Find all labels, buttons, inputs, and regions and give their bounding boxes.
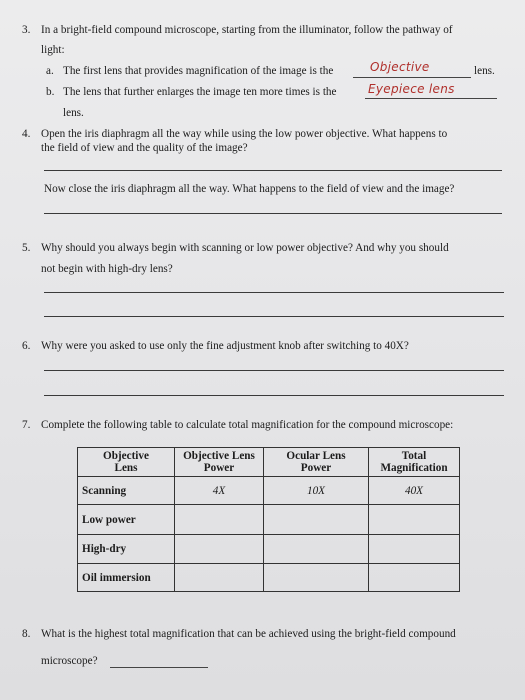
q5-answer-line-2 (44, 316, 504, 317)
table-cell-total[interactable] (369, 505, 460, 535)
table-cell-total[interactable] (369, 535, 460, 564)
table-header-ocular-power: Ocular Lens Power (264, 448, 369, 477)
q3-number: 3. (22, 24, 31, 36)
magnification-table (77, 447, 460, 592)
q6-answer-line-1 (44, 370, 504, 371)
table-cell-total[interactable] (369, 564, 460, 592)
q4-number: 4. (22, 128, 31, 140)
q6-answer-line-2 (44, 395, 504, 396)
q4-text-line3: Now close the iris diaphragm all the way. What happens to the field of view and the image? (44, 183, 455, 195)
q4-answer-line-2 (44, 213, 502, 214)
q3b-answer-line (365, 98, 497, 99)
q3b-handwritten-answer: Eyepiece lens (368, 82, 455, 96)
q5-number: 5. (22, 242, 31, 254)
table-cell-objective: Scanning (78, 477, 175, 505)
table-header-objective-power: Objective Lens Power (175, 448, 264, 477)
table-row (78, 505, 460, 535)
q3-text: In a bright-field compound microscope, starting from the illuminator, follow the pathway of (41, 24, 453, 36)
table-cell-ocular-power[interactable] (264, 564, 369, 592)
table-row (78, 564, 460, 592)
table-header-row (78, 448, 460, 477)
q3b-suffix: lens. (63, 107, 84, 119)
table-cell-ocular-power[interactable]: 10X (264, 477, 369, 505)
q4-answer-line-1 (44, 170, 502, 171)
table-cell-objective: High-dry (78, 535, 175, 564)
table-row (78, 477, 460, 505)
table-cell-objective-power[interactable] (175, 564, 264, 592)
table-cell-total[interactable]: 40X (369, 477, 460, 505)
table-cell-objective: Oil immersion (78, 564, 175, 592)
q4-text: Open the iris diaphragm all the way while using the low power objective. What happens to (41, 128, 448, 140)
q3a-suffix: lens. (474, 65, 495, 77)
q4-text-line2: the field of view and the quality of the image? (41, 142, 248, 154)
table-row (78, 535, 460, 564)
q8-answer-line (110, 667, 208, 668)
q8-number: 8. (22, 628, 31, 640)
table-cell-ocular-power[interactable] (264, 535, 369, 564)
table-cell-objective-power[interactable] (175, 535, 264, 564)
q3b-text: The lens that further enlarges the image ten more times is the (63, 86, 337, 98)
q3a-answer-line (353, 77, 471, 78)
q8-text-line2: microscope? (41, 655, 98, 667)
table-header-objective-lens: Objective Lens (78, 448, 175, 477)
q3-text-line2: light: (41, 44, 65, 56)
q3a-handwritten-answer: Objective (370, 60, 430, 74)
q6-number: 6. (22, 340, 31, 352)
table-cell-objective: Low power (78, 505, 175, 535)
q3a-label: a. (46, 65, 54, 77)
q5-text: Why should you always begin with scanning or low power objective? And why you should (41, 242, 449, 254)
q7-number: 7. (22, 419, 31, 431)
q3b-label: b. (46, 86, 55, 98)
q8-text: What is the highest total magnification that can be achieved using the bright-field compound (41, 628, 456, 640)
q3a-text: The first lens that provides magnification of the image is the (63, 65, 334, 77)
q5-text-line2: not begin with high-dry lens? (41, 263, 173, 275)
q6-text: Why were you asked to use only the fine adjustment knob after switching to 40X? (41, 340, 409, 352)
table-cell-objective-power[interactable] (175, 505, 264, 535)
table-header-total-magnification: Total Magnification (369, 448, 460, 477)
table-cell-ocular-power[interactable] (264, 505, 369, 535)
table-cell-objective-power[interactable]: 4X (175, 477, 264, 505)
q7-text: Complete the following table to calculate total magnification for the compound microscope: (41, 419, 454, 431)
q5-answer-line-1 (44, 292, 504, 293)
